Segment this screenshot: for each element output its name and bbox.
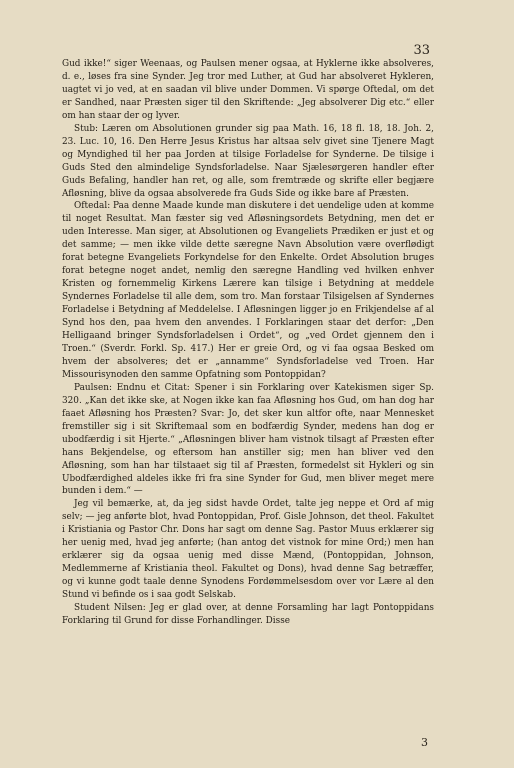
paragraph: Stub: Læren om Absolutionen grunder sig paa Math. 16, 18 fl. 18, 18. Joh. 2, 23. Luc. 10, 16. Den Herre Jesus Kristus har altsaa selv givet sine Tjenere Magt og Myndighed til her paa Jorden at tilsige Forladelse for Synderne. De tilsige i Guds Sted den almindelige Syndsforladelse. Naar Sjælesørgeren handler efter Guds Befaling, handler han ret, og alle, som fremtræde og skrifte eller begjære Afløsning, blive da ogsaa absolverede fra Guds Side og ikke bare af Præsten. — [62, 123, 434, 199]
paragraph: Jeg vil bemærke, at, da jeg sidst havde Ordet, talte jeg neppe et Ord af mig selv; — jeg anførte blot, hvad Pontoppidan, Prof. Gisle Johnson, det theol. Fakultet i Kristiania og Pastor Chr. Dons har sagt om denne Sag. Pastor Muus erklærer sig her uenig med, hvad jeg anførte; (han antog det vistnok for mine Ord;) men han erklærer sig da ogsaa uenig med disse Mænd, (Pontoppidan, Johnson, Medlemmerne af Kristiania theol. Fakultet og Dons), hvad denne Sag betræffer, og vi kunne godt taale denne Synodens Fordømmelsesdom over vor Lære al den Stund vi befinde os i saa godt Selskab. — [62, 499, 434, 601]
paragraph: Paulsen: Endnu et Citat: Spener i sin Forklaring over Katekismen siger Sp. 320. „Kan det ikke ske, at Nogen ikke kan faa Afløsning hos Gud, om han dog har faaet Afløsning hos Præsten? Svar: Jo, det sker kun altfor ofte, naar Mennesket fremstiller sig i sit Skriftemaal som en bodfærdig Synder, medens han dog er ubodfærdig i sit Hjerte.“ „Afløsningen bliver ham vistnok tilsagt af Præsten efter hans Bekjendelse, og eftersom han anstiller sig; men han bliver ved den Afløsning, som han har tilstaaet sig til af Præsten, formedelst sit Hykleri og sin Ubodfærdighed aldeles ikke fri fra sine Synder for Gud, men bliver meget mere bunden i dem.“ — — [62, 382, 434, 497]
page-text — [62, 58, 434, 628]
page-number: 33 — [413, 43, 430, 58]
paragraph: Gud ikke!“ siger Weenaas, og Paulsen mener ogsaa, at Hyklerne ikke absolveres, d. e., løses fra sine Synder. Jeg tror med Luther, at Gud har absolveret Hykleren, uagtet vi jo ved, at en saadan vil blive under Dommen. Vi spørge Oftedal, om det er Sandhed, naar Præsten siger til den Skriftende: „Jeg absolverer Dig etc.“ eller om han staar der og lyver. — [62, 59, 434, 121]
signature-mark: 3 — [421, 736, 428, 749]
paragraph: Oftedal: Paa denne Maade kunde man diskutere i det uendelige uden at komme til noget Resultat. Man fæster sig ved Afløsningsordets Betydning, men det er uden Interesse. Man siger, at Absolutionen og Evangeliets Prædiken er just et og det samme; — men ikke vilde dette særegne Navn Absolution være overflødigt forat betegne Evangeliets Forkyndelse for den Enkelte. Ordet Absolution bruges forat betegne noget andet, nemlig den særegne Handling ved hvilken enhver Kristen og fornemmelig Kirkens Lærere kan tilsige i Betydning at meddele Syndernes Forladelse til alle dem, som tro. Man forstaar Tilsigelsen af Syndernes Forladelse i Betydning af Meddelelse. I Afløsningen ligger jo en Frikjendelse af al Synd hos den, paa hvem den anvendes. I Forklaringen staar det derfor: „Den Helligaand bringer Syndsforladelsen i Ordet“, og „ved Ordet gjennem den i Troen.“ (Sverdr. Forkl. Sp. 417.) Her er greie Ord, og vi faa ogsaa Besked om hvem der absolveres; det er „annamme“ Syndsforladelse ved Troen. Har Missourisynoden den samme Opfatning som Pontoppidan? — [62, 201, 434, 380]
paragraph: Student Nilsen: Jeg er glad over, at denne Forsamling har lagt Pontoppidans Forklaring til Grund for disse Forhandlinger. Disse — [62, 603, 434, 626]
